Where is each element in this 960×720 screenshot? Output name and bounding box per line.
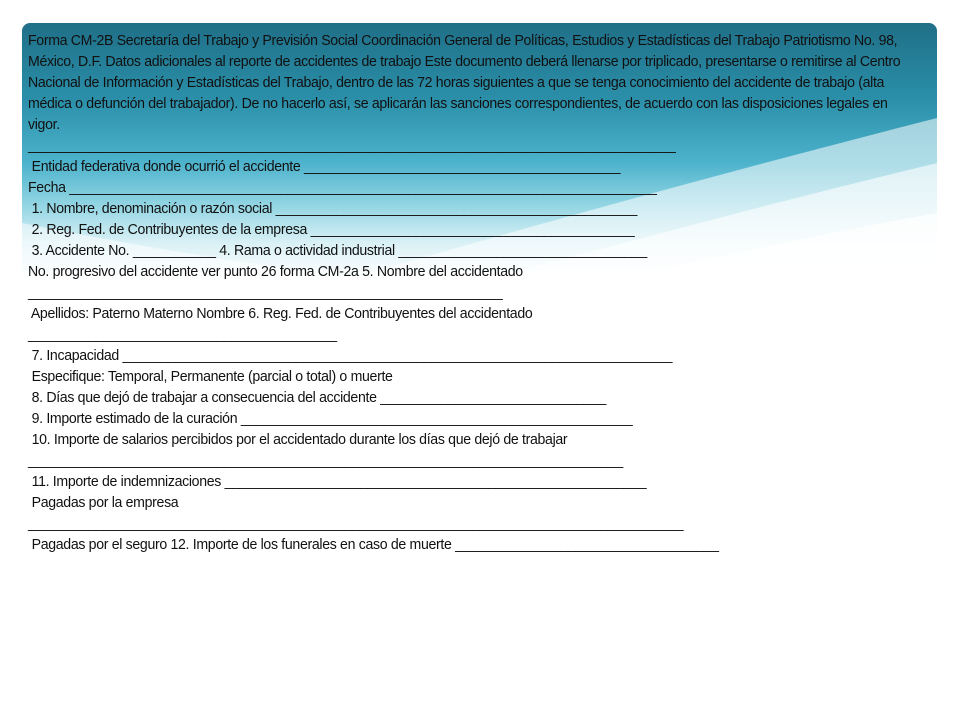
form-field-apellidos: Apellidos: Paterno Materno Nombre 6. Reg. Fed. de Contribuyentes del accidentado (28, 305, 533, 322)
form-field-progresivo: No. progresivo del accidente ver punto 26 forma CM-2a 5. Nombre del accidentado (28, 263, 523, 280)
form-line: _______________________________________________________________________________ (28, 452, 623, 469)
form-field-pagadas-empresa: Pagadas por la empresa (28, 494, 179, 511)
form-line: ______________________________________________________________________________________ (28, 137, 676, 154)
form-field-indemnizaciones: 11. Importe de indemnizaciones ________________________________________________________ (28, 473, 647, 490)
form-line: _______________________________________________________________________________________ (28, 515, 684, 532)
form-content (28, 30, 921, 555)
form-field-pagadas-seguro: Pagadas por el seguro 12. Importe de los funerales en caso de muerte ___________________________________ (28, 536, 719, 553)
form-line: _________________________________________ (28, 326, 337, 343)
form-field-entidad: Entidad federativa donde ocurrió el accidente __________________________________________ (28, 158, 621, 175)
form-field-curacion: 9. Importe estimado de la curación ____________________________________________________ (28, 410, 633, 427)
form-note-especifique: Especifique: Temporal, Permanente (parcial o total) o muerte (28, 368, 393, 385)
form-header-paragraph: Forma CM-2B Secretaría del Trabajo y Previsión Social Coordinación General de Políticas, Estudios y Estadísticas del Trabajo Patriotismo No. 98, México, D.F. Datos adicionales al reporte de accidentes de trabajo Este documento deberá llenarse por triplicado, presentarse o remitirse al Centro Nacional de Información y Estadísticas del Trabajo, dentro de las 72 horas siguientes a que se tenga conocimiento del accidente de trabajo (alta médica o defunción del trabajador). De no hacerlo así, se aplicarán las sanciones correspondientes, de acuerdo con las disposiciones legales en vigor. (28, 32, 901, 133)
form-field-fecha: Fecha ______________________________________________________________________________ (28, 179, 657, 196)
form-field-nombre: 1. Nombre, denominación o razón social ________________________________________________ (28, 200, 638, 217)
form-field-salarios: 10. Importe de salarios percibidos por el accidentado durante los días que dejó de trabajar (28, 431, 568, 448)
form-field-accidente-no: 3. Accidente No. ___________ 4. Rama o actividad industrial _________________________________ (28, 242, 647, 259)
form-field-rfc-empresa: 2. Reg. Fed. de Contribuyentes de la empresa ___________________________________________ (28, 221, 635, 238)
form-field-dias: 8. Días que dejó de trabajar a consecuencia del accidente ______________________________ (28, 389, 607, 406)
form-field-incapacidad: 7. Incapacidad _________________________________________________________________________ (28, 347, 673, 364)
form-line: _______________________________________________________________ (28, 284, 503, 301)
